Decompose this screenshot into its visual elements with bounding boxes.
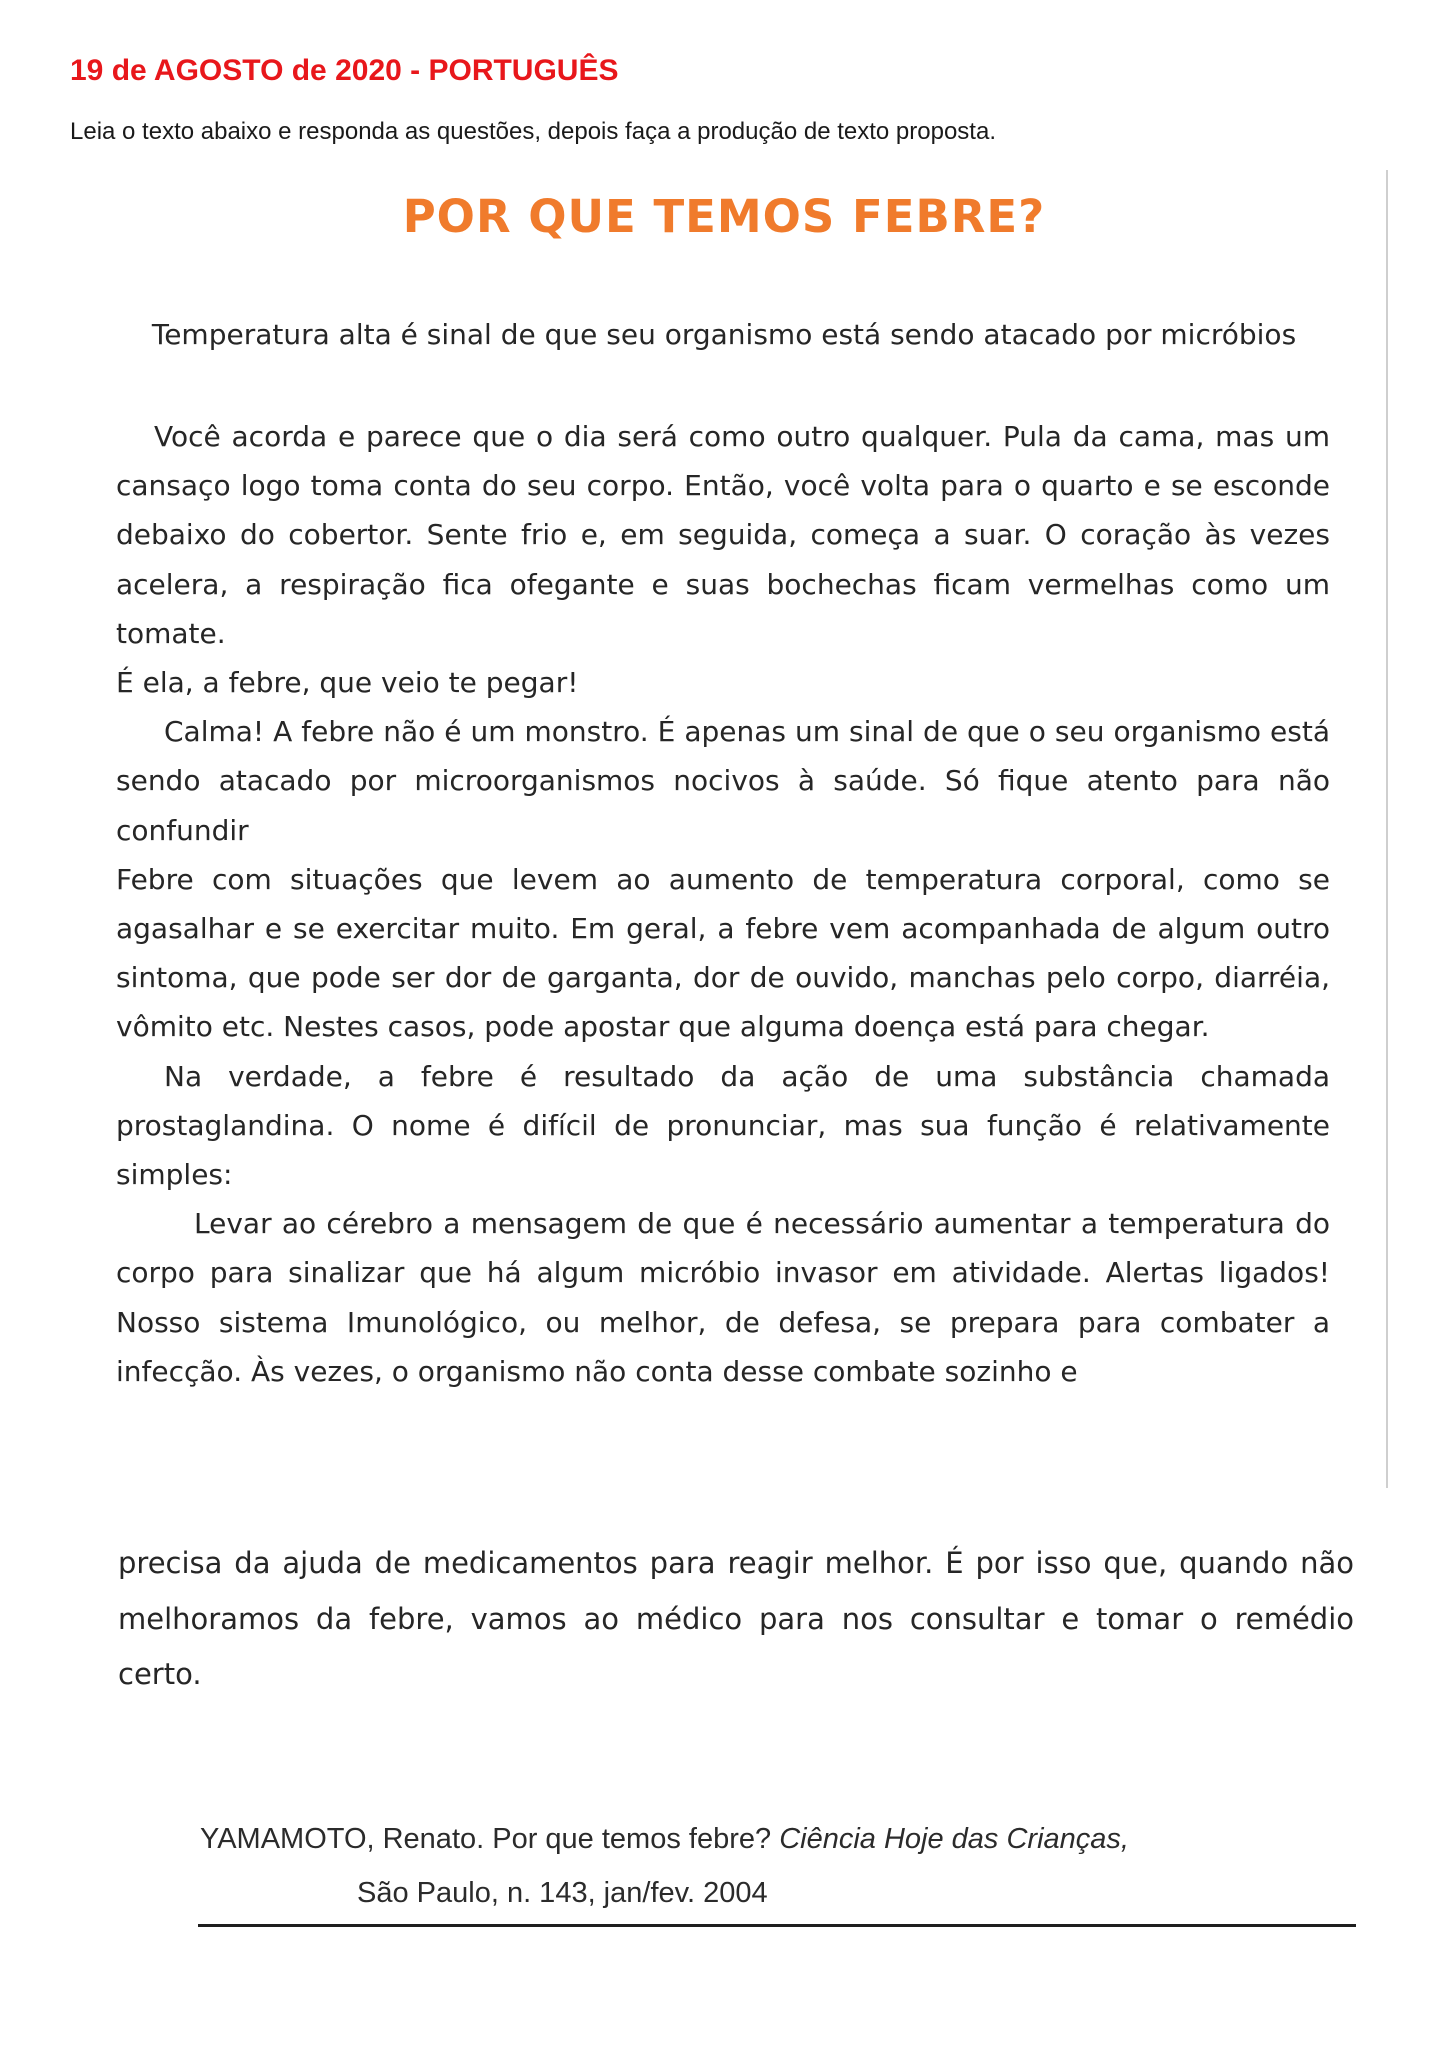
date-subject-heading: 19 de AGOSTO de 2020 - PORTUGUÊS (70, 54, 619, 87)
citation-publication: Ciência Hoje das Crianças, (779, 1823, 1129, 1855)
article-paragraph: Você acorda e parece que o dia será como outro qualquer. Pula da cama, mas um cansaço logo toma conta do seu corpo. Então, você volta para o quarto e se esconde debaixo do cobertor. Sente frio e, em seguida, começa a suar. O coração às vezes acelera, a respiração fica ofegante e suas bochechas ficam vermelhas como um tomate. (116, 420, 1330, 650)
article-body (116, 412, 1330, 1396)
article-subtitle: Temperatura alta é sinal de que seu organismo está sendo atacado por micróbios (151, 318, 1297, 351)
article-paragraph: Febre com situações que levem ao aumento de temperatura corporal, como se agasalhar e se exercitar muito. Em geral, a febre vem acompanhada de algum outro sintoma, que pode ser dor de garganta, dor de ouvido, manchas pelo corpo, diarréia, vômito etc. Nestes casos, pode apostar que alguma doença está para chegar. (116, 862, 1330, 1044)
scan-border-line (1386, 170, 1388, 1488)
article-title: POR QUE TEMOS FEBRE? (402, 190, 1046, 243)
article-paragraph: Calma! A febre não é um monstro. É apenas um sinal de que o seu organismo está sendo atacado por microorganismos nocivos à saúde. Só fique atento para não confundir (116, 715, 1330, 847)
article-paragraph: Na verdade, a febre é resultado da ação de uma substância chamada prostaglandina. O nome é difícil de pronunciar, mas sua função é relativamente simples: (116, 1059, 1330, 1192)
citation-author-title: YAMAMOTO, Renato. Por que temos febre? (200, 1823, 772, 1855)
article-paragraph: É ela, a febre, que veio te pegar! (116, 666, 579, 700)
citation-details: São Paulo, n. 143, jan/fev. 2004 (357, 1877, 768, 1909)
instruction-text: Leia o texto abaixo e responda as questões, depois faça a produção de texto proposta. (70, 118, 996, 145)
article-continuation: precisa da ajuda de medicamentos para reagir melhor. É por isso que, quando não melhoramos da febre, vamos ao médico para nos consultar e tomar o remédio certo. (118, 1546, 1354, 1691)
article-paragraph: Levar ao cérebro a mensagem de que é necessário aumentar a temperatura do corpo para sinalizar que há algum micróbio invasor em atividade. Alertas ligados! Nosso sistema Imunológico, ou melhor, de defesa, se prepara para combater a infecção. Às vezes, o organismo não conta desse combate sozinho e (116, 1207, 1330, 1388)
citation-underline (198, 1924, 1356, 1927)
citation (200, 1812, 1129, 1920)
